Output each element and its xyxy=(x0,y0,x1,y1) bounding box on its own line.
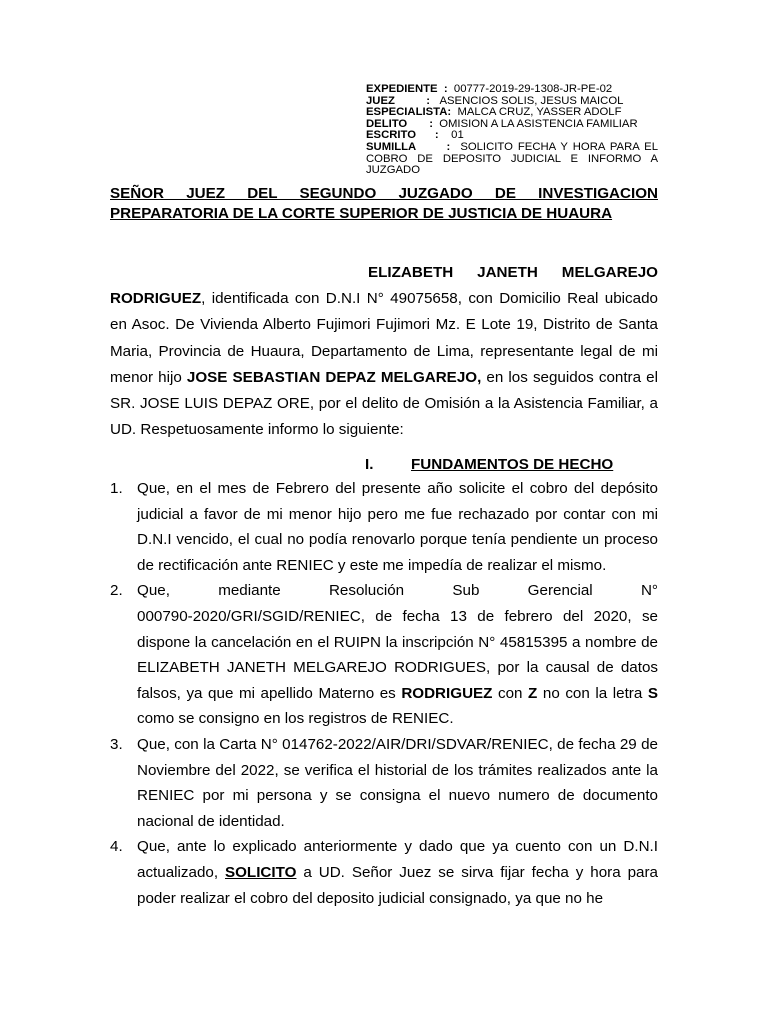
intro-text-1: , identificada con D.N.I N° 49075658, con Domicilio Real ubicado en Asoc. De Vivienda Alberto Fujimori Fujimori Mz. E Lote 19, Distrito de Santa Maria, Provincia de Huaura, Departamento de Lima, representante legal de mi menor hijo xyxy=(110,290,658,386)
addressee-line-2: PREPARATORIA DE LA CORTE SUPERIOR DE JUSTICIA DE HUAURA xyxy=(110,205,613,222)
section-heading xyxy=(365,455,613,475)
sumilla-label: SUMILLA xyxy=(366,140,417,153)
facts-list xyxy=(110,476,658,911)
escrito-value: 01 xyxy=(451,129,464,142)
delito-label: DELITO xyxy=(366,117,408,130)
item-text: Que, en el mes de Febrero del presente año solicite el cobro del depósito judicial a favor de mi menor hijo pero me fue rechazado por contar con mi D.N.I vencido, el cual no podía renovarlo porque tenía pendiente un proceso de rectificación ante RENIEC y este me impedía de realizar el mismo. xyxy=(137,480,658,574)
case-header xyxy=(366,84,658,177)
header-escrito: ESCRITO : 01 xyxy=(366,129,464,142)
petitioner-surname: RODRIGUEZ xyxy=(110,290,202,308)
delito-value: OMISION A LA ASISTENCIA FAMILIAR xyxy=(439,117,638,130)
header-juez: JUEZ : ASENCIOS SOLIS, JESUS MAICOL xyxy=(366,94,624,107)
list-item xyxy=(110,476,658,578)
item-number: 1. xyxy=(110,480,123,497)
intro-paragraph xyxy=(110,260,658,443)
item-text-d: no con la letra xyxy=(537,684,648,702)
list-item xyxy=(110,732,658,834)
item-text-b: a UD. Señor Juez se sirva fijar fecha y hora para poder realizar el cobro del deposito judicial consignado, ya que no he xyxy=(137,863,658,907)
solicito-keyword: SOLICITO xyxy=(224,863,297,881)
item-text-e: como se consigno en los registros de RENIEC. xyxy=(137,710,454,728)
list-item xyxy=(110,578,658,732)
expediente-label: EXPEDIENTE xyxy=(366,83,438,95)
petitioner-name: ELIZABETH JANETH MELGAREJO xyxy=(368,264,658,281)
intro-text xyxy=(110,286,658,443)
bold-letter-s: S xyxy=(647,684,658,702)
escrito-label: ESCRITO xyxy=(366,129,417,142)
child-name: JOSE SEBASTIAN DEPAZ MELGAREJO, xyxy=(186,368,482,386)
item-text-line-1: Que, mediante Resolución Sub Gerencial N° xyxy=(137,582,658,600)
item-text: 000790-2020/GRI/SGID/RENIEC, de fecha 13 de febrero del 2020, se dispone la cancelación en el RUIPN la inscripción N° 45815395 a nombre de ELIZABETH JANETH MELGAREJO RODRIGUES, por la causal de datos falsos, ya que mi apellido Materno es xyxy=(137,607,658,702)
item-number: 2. xyxy=(110,582,123,600)
addressee xyxy=(110,184,658,224)
item-text: Que, con la Carta N° 014762-2022/AIR/DRI/SDVAR/RENIEC, de fecha 29 de Noviembre del 2022, se verifica el historial de los trámites realizados ante la RENIEC por mi persona y se consigna el nuevo numero de documento nacional de identidad. xyxy=(137,735,658,830)
sumilla-value: SOLICITO FECHA Y HORA PARA EL COBRO DE DEPOSITO JUDICIAL E INFORMO A JUZGADO xyxy=(366,140,658,177)
item-text-c: con xyxy=(492,684,529,702)
header-expediente: EXPEDIENTE : 00777-2019-29-1308-JR-PE-02 xyxy=(366,83,613,95)
especialista-label: ESPECIALISTA: xyxy=(366,106,452,119)
header-sumilla: SUMILLA : SOLICITO FECHA Y HORA PARA EL COBRO DE DEPOSITO JUDICIAL E INFORMO A JUZGADO xyxy=(366,140,658,177)
especialista-value: MALCA CRUZ, YASSER ADOLF xyxy=(457,106,622,119)
section-title: FUNDAMENTOS DE HECHO xyxy=(411,456,614,473)
item-number: 4. xyxy=(110,838,123,856)
header-delito: DELITO : OMISION A LA ASISTENCIA FAMILIAR xyxy=(366,117,638,130)
bold-surname: RODRIGUEZ xyxy=(401,684,493,702)
intro-text-2: en los seguidos contra el SR. JOSE LUIS DEPAZ ORE, por el delito de Omisión a la Asistencia Familiar, a UD. Respetuosamente informo lo siguiente: xyxy=(110,368,658,439)
item-number: 3. xyxy=(110,735,123,753)
section-number: I. xyxy=(365,456,374,473)
juez-label: JUEZ xyxy=(366,94,395,107)
list-item xyxy=(110,834,658,911)
bold-letter-z: Z xyxy=(528,684,538,702)
item-text: Que, ante lo explicado anteriormente y dado que ya cuento con un D.N.I actualizado, xyxy=(137,838,658,881)
juez-value: ASENCIOS SOLIS, JESUS MAICOL xyxy=(439,94,624,107)
expediente-value: 00777-2019-29-1308-JR-PE-02 xyxy=(453,83,613,95)
addressee-line-1: SEÑOR JUEZ DEL SEGUNDO JUZGADO DE INVESTIGACION xyxy=(110,185,658,202)
